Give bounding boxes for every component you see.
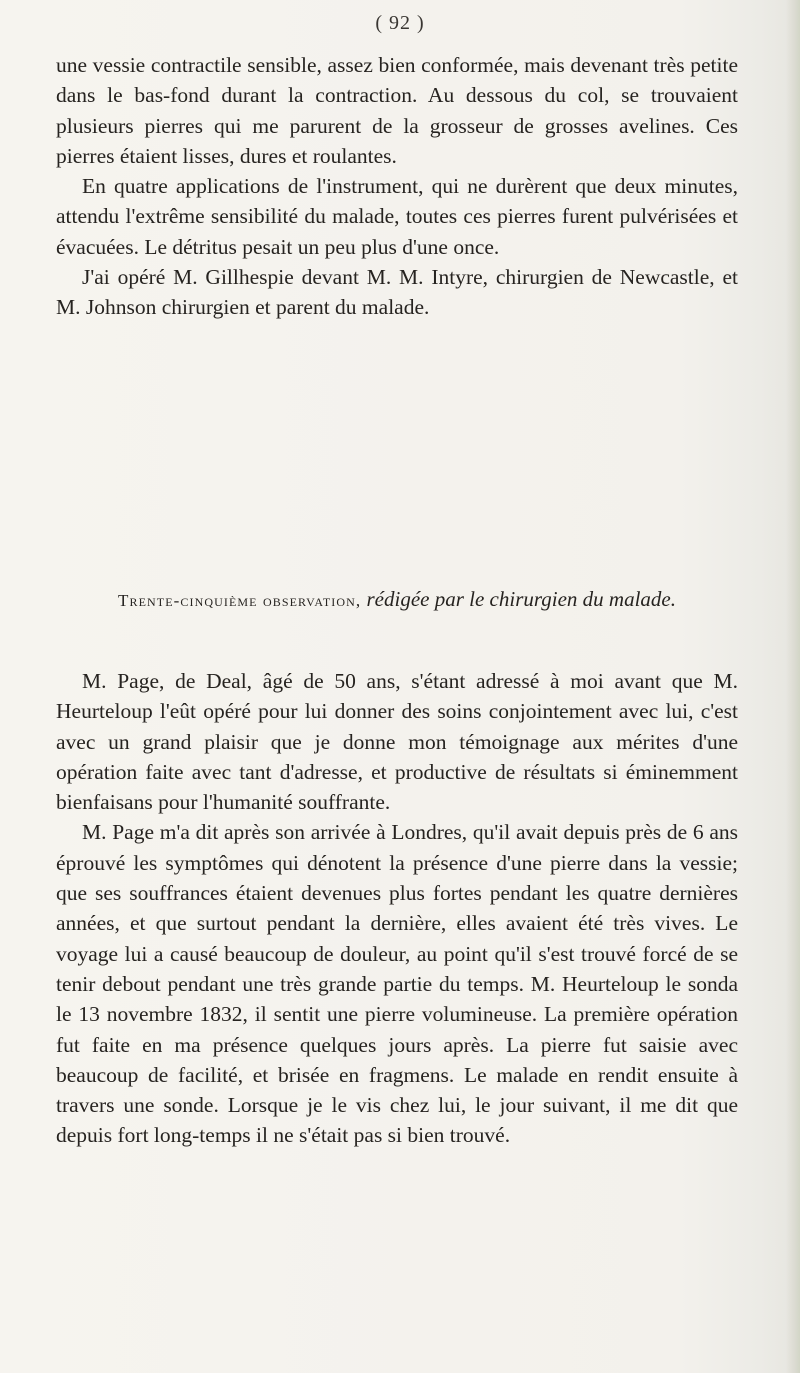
section-heading bbox=[56, 585, 738, 615]
paragraph: J'ai opéré M. Gillhespie devant M. M. Intyre, chirurgien de Newcastle, et M. Johnson chirurgien et parent du malade. bbox=[56, 265, 738, 320]
paragraph: une vessie contractile sensible, assez bien conformée, mais devenant très petite dans le bas-fond durant la contraction. Au dessous du col, se trouvaient plusieurs pierres qui me parurent de la grosseur de grosses avelines. Ces pierres étaient lisses, dures et roulantes. bbox=[56, 53, 738, 168]
paragraph: En quatre applications de l'instrument, qui ne durèrent que deux minutes, attendu l'extrême sensibilité du malade, toutes ces pierres furent pulvérisées et évacuées. Le détritus pesait un peu plus d'une once. bbox=[56, 174, 738, 259]
page-number: ( 92 ) bbox=[375, 12, 425, 34]
paragraph: M. Page m'a dit après son arrivée à Londres, qu'il avait depuis près de 6 ans éprouvé les symptômes qui dénotent la présence d'une pierre dans la vessie; que ses souffrances étaient devenues plus fortes pendant les quatre dernières années, et que surtout pendant la dernière, elles avaient été très vives. Le voyage lui a causé beaucoup de douleur, au point qu'il s'est trouvé forcé de se tenir debout pendant une très grande partie du temps. M. Heurteloup le sonda le 13 novembre 1832, il sentit une pierre volumineuse. La première opération fut faite en ma présence quelques jours après. La pierre fut saisie avec beaucoup de facilité, et brisée en fragmens. Le malade en rendit ensuite à travers une sonde. Lorsque je le vis chez lui, le jour suivant, il me dit que depuis fort long-temps il ne s'était pas si bien trouvé. bbox=[56, 820, 738, 1148]
text-block-bottom bbox=[56, 666, 738, 1151]
page-edge-shadow bbox=[786, 0, 800, 1373]
paragraph: M. Page, de Deal, âgé de 50 ans, s'étant adressé à moi avant que M. Heurteloup l'eût opéré pour lui donner des soins conjointement avec lui, c'est avec un grand plaisir que je donne mon témoignage aux mérites d'une opération faite avec tant d'adresse, et productive de résultats si éminemment bienfaisans pour l'humanité souffrante. bbox=[56, 669, 738, 815]
heading-italic: rédigée par le chirurgien du malade. bbox=[366, 587, 676, 611]
text-block-top bbox=[56, 50, 738, 323]
heading-smallcaps: Trente-cinquième observation, bbox=[117, 591, 362, 610]
